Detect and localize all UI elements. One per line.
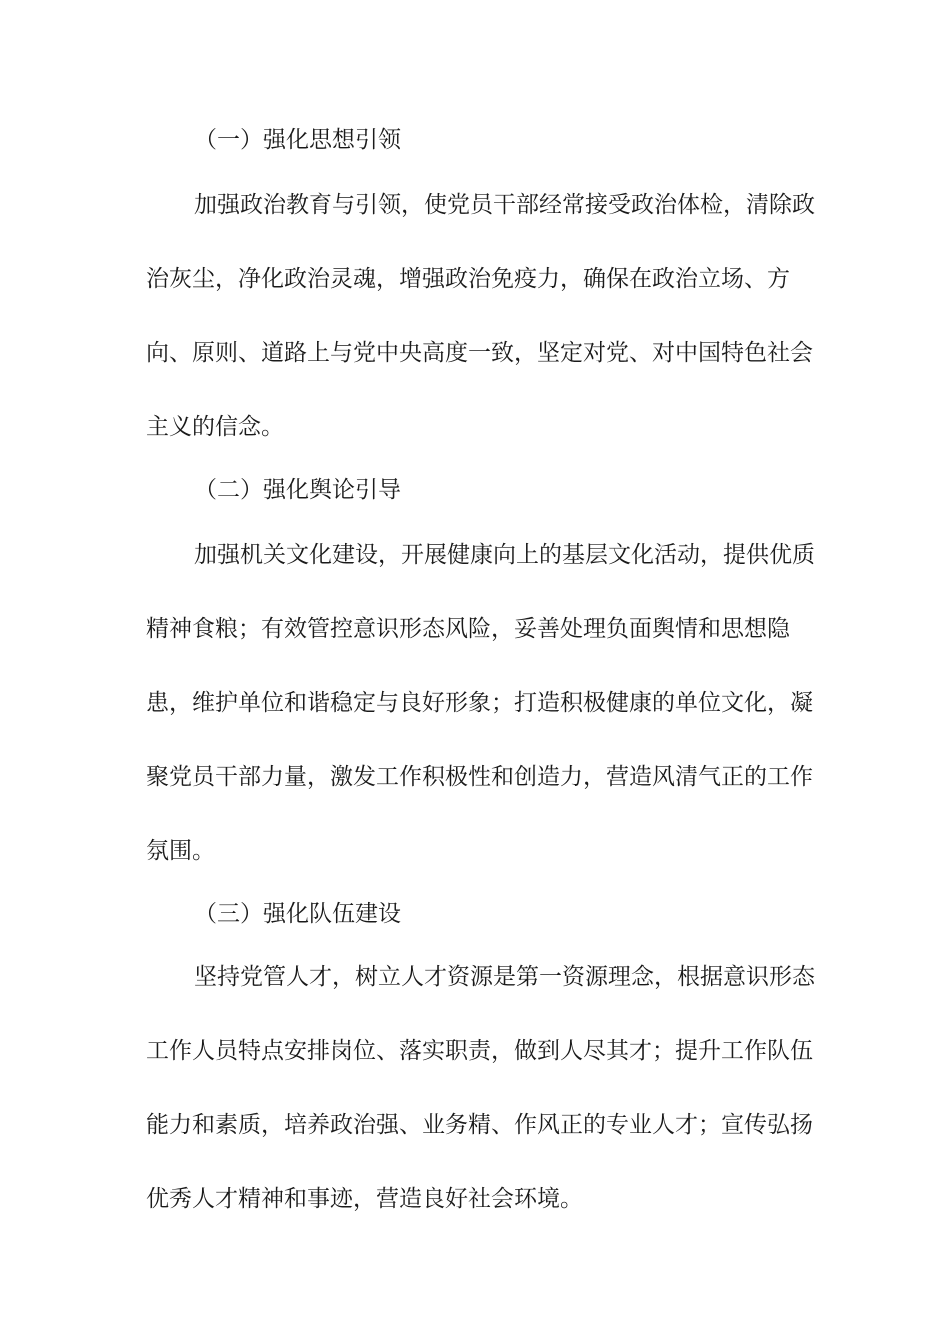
section-1-line-1: 加强政治教育与引领，使党员干部经常接受政治体检，清除政 — [194, 192, 815, 218]
section-3-line-3: 能力和素质，培养政治强、业务精、作风正的专业人才；宣传弘扬 — [146, 1112, 813, 1138]
section-2-line-5: 氛围。 — [146, 838, 215, 864]
section-2-line-4: 聚党员干部力量，激发工作积极性和创造力，营造风清气正的工作 — [146, 764, 813, 790]
section-1-line-4: 主义的信念。 — [146, 414, 284, 440]
section-1-line-2: 治灰尘，净化政治灵魂，增强政治免疫力，确保在政治立场、方 — [146, 266, 790, 292]
section-2-line-2: 精神食粮；有效管控意识形态风险，妥善处理负面舆情和思想隐 — [146, 616, 790, 642]
section-3-heading: （三）强化队伍建设 — [194, 901, 401, 927]
section-2-heading: （二）强化舆论引导 — [194, 477, 401, 503]
section-3-line-4: 优秀人才精神和事迹，营造良好社会环境。 — [146, 1186, 583, 1212]
section-1-line-3: 向、原则、道路上与党中央高度一致，坚定对党、对中国特色社会 — [146, 340, 813, 366]
section-3-line-1: 坚持党管人才，树立人才资源是第一资源理念，根据意识形态 — [194, 964, 815, 990]
section-2-line-3: 患，维护单位和谐稳定与良好形象；打造积极健康的单位文化，凝 — [146, 690, 813, 716]
section-3-line-2: 工作人员特点安排岗位、落实职责，做到人尽其才；提升工作队伍 — [146, 1038, 813, 1064]
section-1-heading: （一）强化思想引领 — [194, 127, 401, 153]
section-2-line-1: 加强机关文化建设，开展健康向上的基层文化活动，提供优质 — [194, 542, 815, 568]
